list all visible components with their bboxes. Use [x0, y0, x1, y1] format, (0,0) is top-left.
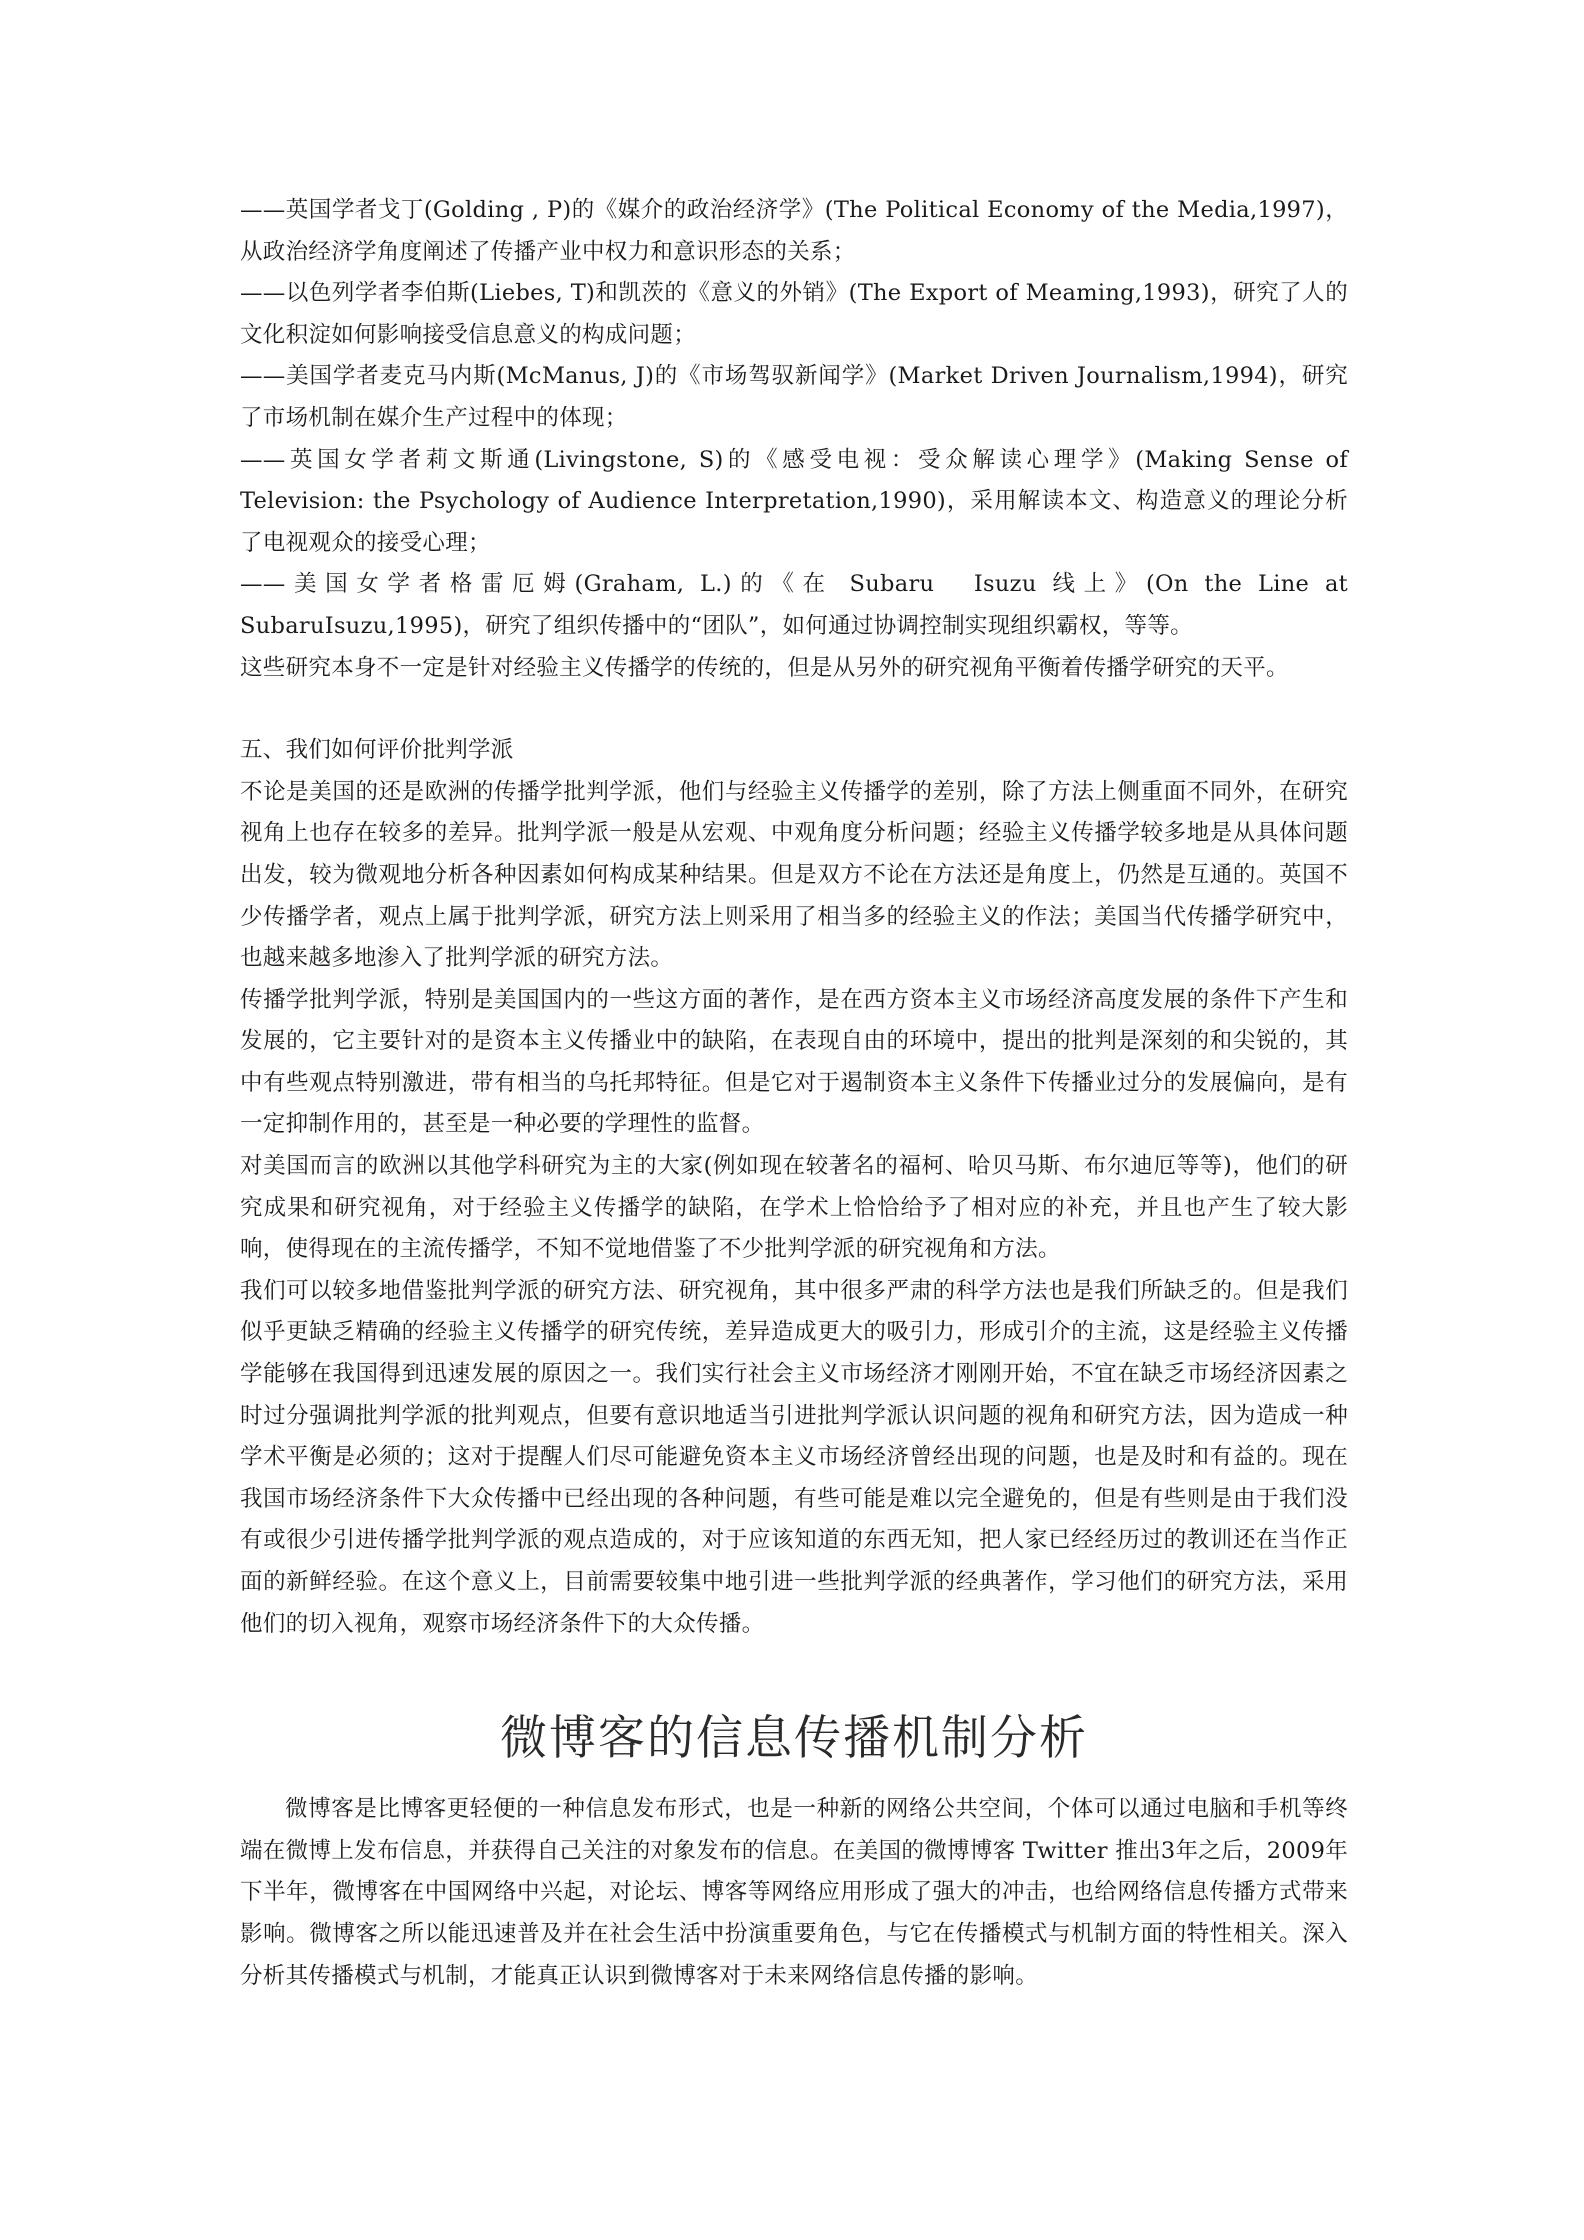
reference-entry-golding: ——英国学者戈丁(Golding , P)的《媒介的政治经济学》(The Political Economy of the Media,1997)，从政治经济学角度阐述了传播产业中权力和意识形态的关系；	[240, 197, 1348, 265]
article-intro-paragraph: 微博客是比博客更轻便的一种信息发布形式，也是一种新的网络公共空间，个体可以通过电脑和手机等终端在微博上发布信息，并获得自己关注的对象发布的信息。在美国的微博博客 Twitter 推出3年之后，2009年下半年，微博客在中国网络中兴起，对论坛、博客等网络应用形成了强大的冲击，也给网络信息传播方式带来影响。微博客之所以能迅速普及并在社会生活中扮演重要角色，与它在传播模式与机制方面的特性相关。深入分析其传播模式与机制，才能真正认识到微博客对于未来网络信息传播的影响。	[240, 1796, 1348, 1989]
section-paragraph: 对美国而言的欧洲以其他学科研究为主的大家(例如现在较著名的福柯、哈贝马斯、布尔迪厄等等)，他们的研究成果和研究视角，对于经验主义传播学的缺陷，在学术上恰恰给予了相对应的补充，并且也产生了较大影响，使得现在的主流传播学，不知不觉地借鉴了不少批判学派的研究视角和方法。	[240, 1153, 1348, 1263]
document-page	[240, 190, 1348, 1997]
section-paragraph: 传播学批判学派，特别是美国国内的一些这方面的著作，是在西方资本主义市场经济高度发展的条件下产生和发展的，它主要针对的是资本主义传播业中的缺陷，在表现自由的环境中，提出的批判是深刻的和尖锐的，其中有些观点特别激进，带有相当的乌托邦特征。但是它对于遏制资本主义条件下传播业过分的发展偏向，是有一定抑制作用的，甚至是一种必要的学理性的监督。	[240, 986, 1348, 1138]
section-paragraph: 不论是美国的还是欧洲的传播学批判学派，他们与经验主义传播学的差别，除了方法上侧重面不同外，在研究视角上也存在较多的差异。批判学派一般是从宏观、中观角度分析问题；经验主义传播学较多地是从具体问题出发，较为微观地分析各种因素如何构成某种结果。但是双方不论在方法还是角度上，仍然是互通的。英国不少传播学者，观点上属于批判学派，研究方法上则采用了相当多的经验主义的作法；美国当代传播学研究中，也越来越多地渗入了批判学派的研究方法。	[240, 778, 1348, 972]
reference-entry-graham: ——美国女学者格雷厄姆(Graham, L.)的《在 Subaru Isuzu 线上》(On the Line at SubaruIsuzu,1995)，研究了组织传播中的“团队”，如何通过协调控制实现组织霸权，等等。	[240, 571, 1348, 639]
section-paragraph: 我们可以较多地借鉴批判学派的研究方法、研究视角，其中很多严肃的科学方法也是我们所缺乏的。但是我们似乎更缺乏精确的经验主义传播学的研究传统，差异造成更大的吸引力，形成引介的主流，这是经验主义传播学能够在我国得到迅速发展的原因之一。我们实行社会主义市场经济才刚刚开始，不宜在缺乏市场经济因素之时过分强调批判学派的批判观点，但要有意识地适当引进批判学派认识问题的视角和研究方法，因为造成一种学术平衡是必须的；这对于提醒人们尽可能避免资本主义市场经济曾经出现的问题，也是及时和有益的。现在我国市场经济条件下大众传播中已经出现的各种问题，有些可能是难以完全避免的，但是有些则是由于我们没有或很少引进传播学批判学派的观点造成的，对于应该知道的东西无知，把人家已经经历过的教训还在当作正面的新鲜经验。在这个意义上，目前需要较集中地引进一些批判学派的经典著作，学习他们的研究方法，采用他们的切入视角，观察市场经济条件下的大众传播。	[240, 1277, 1348, 1637]
section-body	[240, 772, 1348, 1645]
section-heading: 五、我们如何评价批判学派	[240, 737, 514, 764]
reference-summary: 这些研究本身不一定是针对经验主义传播学的传统的，但是从另外的研究视角平衡着传播学研究的天平。	[240, 654, 1289, 681]
reference-list	[240, 190, 1348, 689]
reference-entry-mcmanus: ——美国学者麦克马内斯(McManus, J)的《市场驾驭新闻学》(Market Driven Journalism,1994)，研究了市场机制在媒介生产过程中的体现；	[240, 363, 1348, 431]
article-title: 微博客的信息传播机制分析	[500, 1711, 1088, 1767]
reference-entry-livingstone: ——英国女学者莉文斯通(Livingstone, S)的《感受电视：受众解读心理学》(Making Sense of Television: the Psychology of Audience Interpretation,1990)，采用解读本文、构造意义的理论分析了电视观众的接受心理；	[240, 446, 1348, 556]
reference-entry-liebes: ——以色列学者李伯斯(Liebes, T)和凯茨的《意义的外销》(The Export of Meaming,1993)，研究了人的文化积淀如何影响接受信息意义的构成问题；	[240, 280, 1348, 348]
